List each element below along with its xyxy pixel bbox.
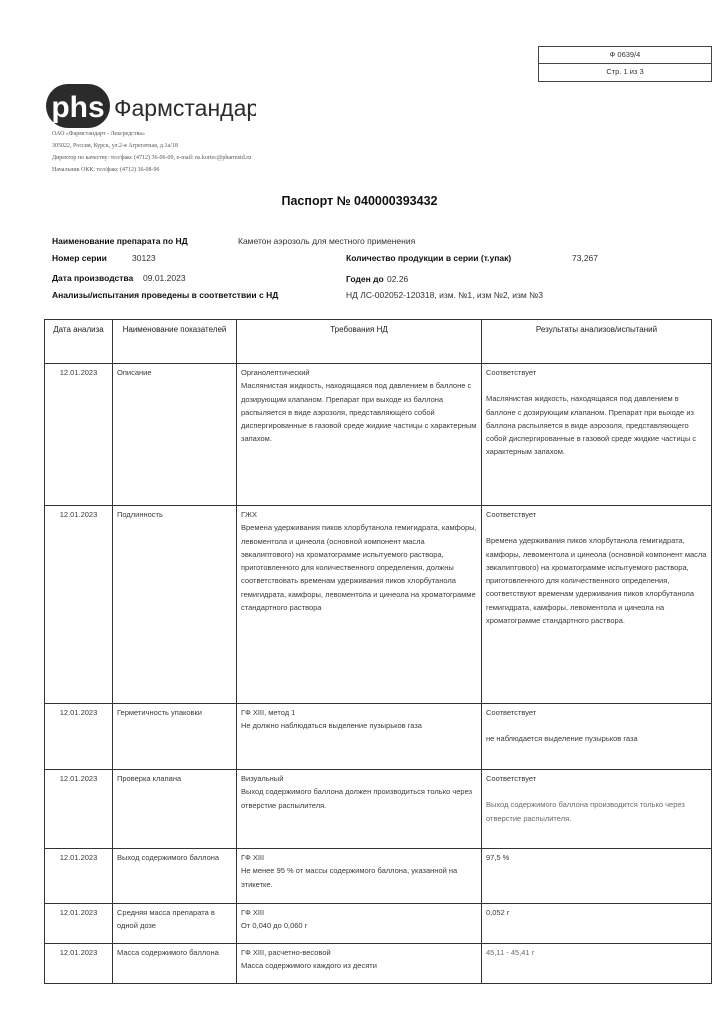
- requirement-text: Не должно наблюдаться выделение пузырьков газа: [241, 721, 422, 731]
- row-date: 12.01.2023: [45, 506, 113, 704]
- table-row: [45, 904, 712, 944]
- requirement-method: ГФ XIII, метод 1: [241, 708, 296, 717]
- header-results: Результаты анализов/испытаний: [482, 320, 712, 364]
- header-date: Дата анализа: [45, 320, 113, 364]
- row-indicator: Герметичность упаковки: [113, 704, 237, 770]
- requirement-text: Времена удерживания пиков хлорбутанола гемигидрата, камфоры, левоментола и цинеола (основной компонент масла эвкалиптового) на хроматограмме испытуемого раствора, приготовленного для количественного определения, должны соответствовать временам удерживания пиков хлорбутанола гемигидрата, камфоры, левоментола и цинеола на хроматограмме стандартного раствора: [241, 523, 477, 613]
- row-date: 12.01.2023: [45, 904, 113, 944]
- requirement-text: От 0,040 до 0,060 г: [241, 921, 308, 931]
- requirement-method: Визуальный: [241, 774, 284, 783]
- requirement-method: ГЖХ: [241, 510, 257, 519]
- analysis-table: [44, 319, 712, 984]
- row-result: [482, 849, 712, 904]
- header-requirements: Требования НД: [237, 320, 482, 364]
- org-line-3: Директор по качеству: тел/факс (4712) 36-06-09, e-mail: ns.kortec@pharmstd.ru: [52, 155, 252, 161]
- result-text: Выход содержимого баллона производится только через отверстие распылителя.: [486, 800, 685, 823]
- row-result: [482, 506, 712, 704]
- tests-label: Анализы/испытания проведены в соответствии с НД: [52, 290, 279, 300]
- requirement-method: ГФ XIII, расчетно-весовой: [241, 948, 331, 957]
- valid-until-label: Годен до: [346, 274, 384, 284]
- tests-value: НД ЛС-002052-120318, изм. №1, изм №2, изм №3: [346, 290, 543, 300]
- result-status: Соответствует: [486, 368, 537, 377]
- row-indicator: Описание: [113, 364, 237, 506]
- company-logo: [46, 80, 256, 132]
- form-code: Ф 0639/4: [539, 47, 711, 64]
- table-row: [45, 506, 712, 704]
- row-requirement: [237, 904, 482, 944]
- result-value: 45,11 - 45,41 г: [486, 948, 535, 957]
- org-line-1: ОАО «Фармстандарт - Лексредства»: [52, 131, 145, 137]
- row-indicator: Средняя масса препарата в одной дозе: [113, 904, 237, 944]
- quantity-value: 73,267: [572, 253, 598, 263]
- result-status: Соответствует: [486, 774, 537, 783]
- row-date: 12.01.2023: [45, 704, 113, 770]
- drug-label: Наименование препарата по НД: [52, 236, 188, 246]
- form-code-box: [538, 46, 712, 82]
- logo-name: Фармстандарт: [114, 95, 256, 121]
- row-date: 12.01.2023: [45, 364, 113, 506]
- requirement-method: ГФ XIII: [241, 853, 265, 862]
- result-text: Времена удерживания пиков хлорбутанола гемигидрата, камфоры, левоментола и цинеола (основной компонент масла эвкалиптового) на хроматограмме испытуемого раствора, приготовленного для количественного определения, соответствуют временам удерживания пиков хлорбутанола гемигидрата, камфоры, левоментола и цинеола на хроматограмме стандартного раствора.: [486, 536, 707, 626]
- series-value: 30123: [132, 253, 156, 263]
- table-row: [45, 944, 712, 984]
- row-result: [482, 704, 712, 770]
- requirement-text: Не менее 95 % от массы содержимого баллона, указанной на этикетке.: [241, 866, 458, 889]
- passport-title: Паспорт № 040000393432: [281, 194, 438, 208]
- result-status: Соответствует: [486, 510, 537, 519]
- page-number: Стр. 1 из 3: [606, 67, 644, 76]
- row-result: [482, 944, 712, 984]
- row-result: [482, 364, 712, 506]
- row-requirement: [237, 506, 482, 704]
- row-requirement: [237, 364, 482, 506]
- result-text: не наблюдается выделение пузырьков газа: [486, 734, 638, 744]
- row-requirement: [237, 704, 482, 770]
- requirement-text: Маслянистая жидкость, находящаяся под давлением в баллоне с дозирующим клапаном. Препарат при выходе из баллона распыляется в виде аэрозоля, представляющего собой диспергированные в газовой среде жидкие частицы с характерным запахом.: [241, 381, 477, 444]
- requirement-text: Выход содержимого баллона должен производиться только через отверстие распылителя.: [241, 787, 473, 810]
- row-requirement: [237, 770, 482, 849]
- table-row: [45, 770, 712, 849]
- requirement-method: Органолептический: [241, 368, 310, 377]
- requirement-method: ГФ XIII: [241, 908, 265, 917]
- row-date: 12.01.2023: [45, 849, 113, 904]
- row-indicator: Проверка клапана: [113, 770, 237, 849]
- table-row: [45, 364, 712, 506]
- logo-abbr: phs: [51, 91, 105, 124]
- result-value: 97,5 %: [486, 853, 510, 862]
- series-label: Номер серии: [52, 253, 107, 263]
- result-value: 0,052 г: [486, 908, 510, 917]
- drug-value: Каметон аэрозоль для местного применения: [238, 236, 416, 246]
- org-line-4: Начальник ОКК: тел/факс (4712) 36-08-96: [52, 167, 160, 173]
- valid-until-value: 02.26: [387, 274, 409, 284]
- table-header-row: [45, 320, 712, 364]
- row-indicator: Масса содержимого баллона: [113, 944, 237, 984]
- row-date: 12.01.2023: [45, 944, 113, 984]
- row-result: [482, 904, 712, 944]
- row-date: 12.01.2023: [45, 770, 113, 849]
- row-indicator: Выход содержимого баллона: [113, 849, 237, 904]
- result-text: Маслянистая жидкость, находящаяся под давлением в баллоне с дозирующим клапаном. Препарат при выходе из баллона распыляется в виде аэрозоля, представляющего собой диспергированные в газовой среде жидкие частицы с характерным запахом.: [486, 394, 697, 457]
- production-date-label: Дата производства: [52, 273, 134, 283]
- table-row: [45, 849, 712, 904]
- requirement-text: Масса содержимого каждого из десяти: [241, 961, 377, 971]
- row-requirement: [237, 944, 482, 984]
- production-date-value: 09.01.2023: [143, 273, 186, 283]
- quantity-label: Количество продукции в серии (т.упак): [346, 253, 512, 263]
- row-requirement: [237, 849, 482, 904]
- result-status: Соответствует: [486, 708, 537, 717]
- row-result: [482, 770, 712, 849]
- row-indicator: Подлинность: [113, 506, 237, 704]
- table-row: [45, 704, 712, 770]
- org-line-2: 305022, Россия, Курск, ул.2-я Агрегатная, д.1а/18: [52, 143, 178, 149]
- header-name: Наименование показателей: [113, 320, 237, 364]
